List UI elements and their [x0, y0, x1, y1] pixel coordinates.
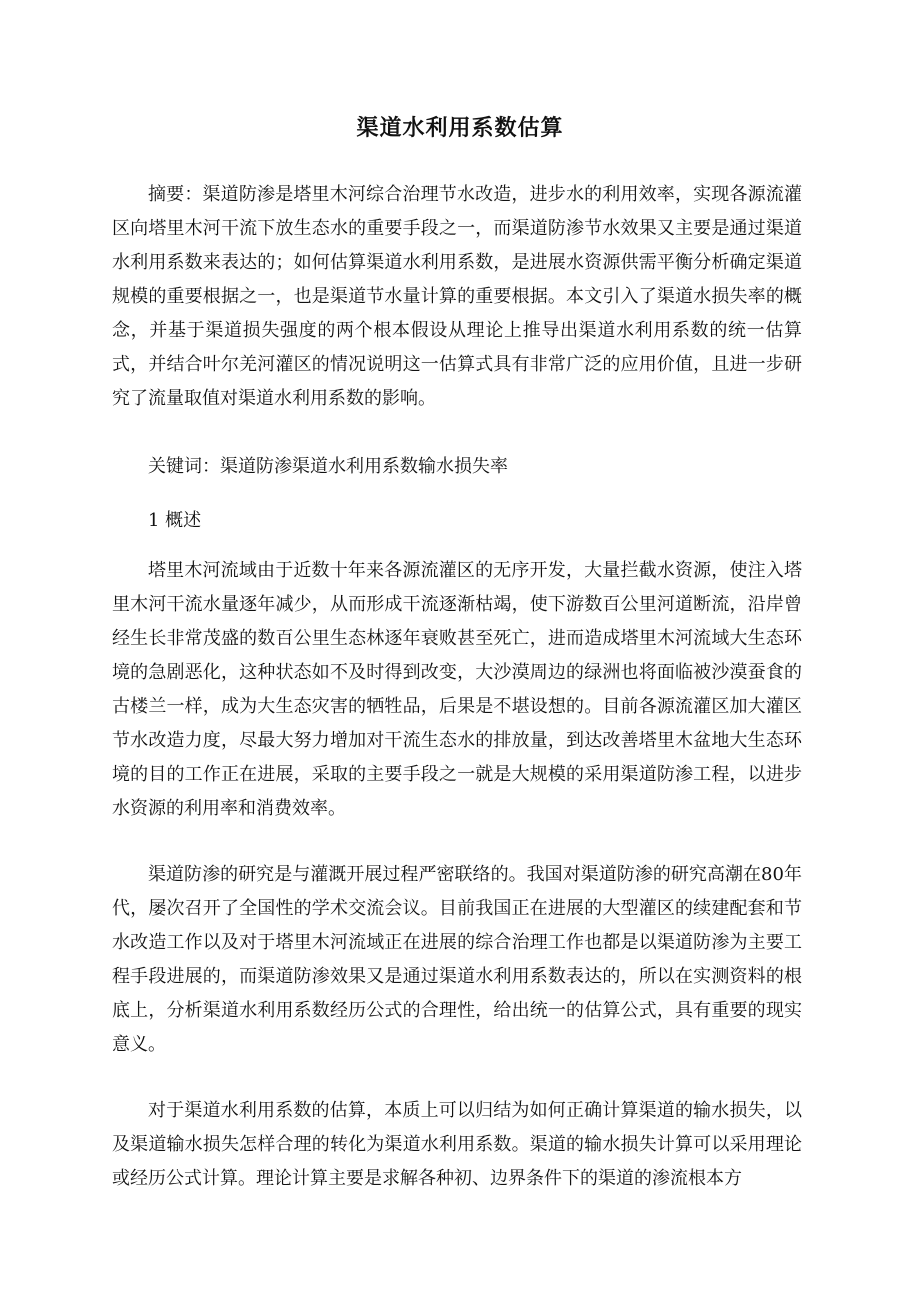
section-1-heading: 1 概述 — [148, 510, 202, 531]
abstract-paragraph: 摘要：渠道防渗是塔里木河综合治理节水改造，进步水的利用效率，实现各源流灌区向塔里木河干流下放生态水的重要手段之一，而渠道防渗节水效果又主要是通过渠道水利用系数来表达的；如何估算渠道水利用系数，是进展水资源供需平衡分析确定渠道规模的重要根据之一，也是渠道节水量计算的重要根据。本文引入了渠道水损失率的概念，并基于渠道损失强度的两个根本假设从理论上推导出渠道水利用系数的统一估算式，并结合叶尔羌河灌区的情况说明这一估算式具有非常广泛的应用价值，且进一步研究了流量取值对渠道水利用系数的影响。 — [112, 184, 802, 409]
body-paragraph-2: 渠道防渗的研究是与灌溉开展过程严密联络的。我国对渠道防渗的研究高潮在80年代，屡次召开了全国性的学术交流会议。目前我国正在进展的大型灌区的续建配套和节水改造工作以及对于塔里木河流域正在进展的综合治理工作也都是以渠道防渗为主要工程手段进展的，而渠道防渗效果又是通过渠道水利用系数表达的，所以在实测资料的根底上，分析渠道水利用系数经历公式的合理性，给出统一的估算公式，具有重要的现实意义。 — [112, 864, 802, 1055]
keywords-line: 关键词：渠道防渗渠道水利用系数输水损失率 — [148, 456, 508, 477]
document-title: 渠道水利用系数估算 — [356, 116, 564, 141]
body-paragraph-3: 对于渠道水利用系数的估算，本质上可以归结为如何正确计算渠道的输水损失，以及渠道输水损失怎样合理的转化为渠道水利用系数。渠道的输水损失计算可以采用理论或经历公式计算。理论计算主要是求解各种初、边界条件下的渠道的渗流根本方 — [112, 1100, 802, 1189]
body-paragraph-1: 塔里木河流域由于近数十年来各源流灌区的无序开发，大量拦截水资源，使注入塔里木河干流水量逐年减少，从而形成干流逐渐枯竭，使下游数百公里河道断流，沿岸曾经生长非常茂盛的数百公里生态林逐年衰败甚至死亡，进而造成塔里木河流域大生态环境的急剧恶化，这种状态如不及时得到改变，大沙漠周边的绿洲也将面临被沙漠蚕食的古楼兰一样，成为大生态灾害的牺牲品，后果是不堪设想的。目前各源流灌区加大灌区节水改造力度，尽最大努力增加对干流生态水的排放量，到达改善塔里木盆地大生态环境的目的工作正在进展，采取的主要手段之一就是大规模的采用渠道防渗工程，以进步水资源的利用率和消费效率。 — [112, 560, 802, 819]
